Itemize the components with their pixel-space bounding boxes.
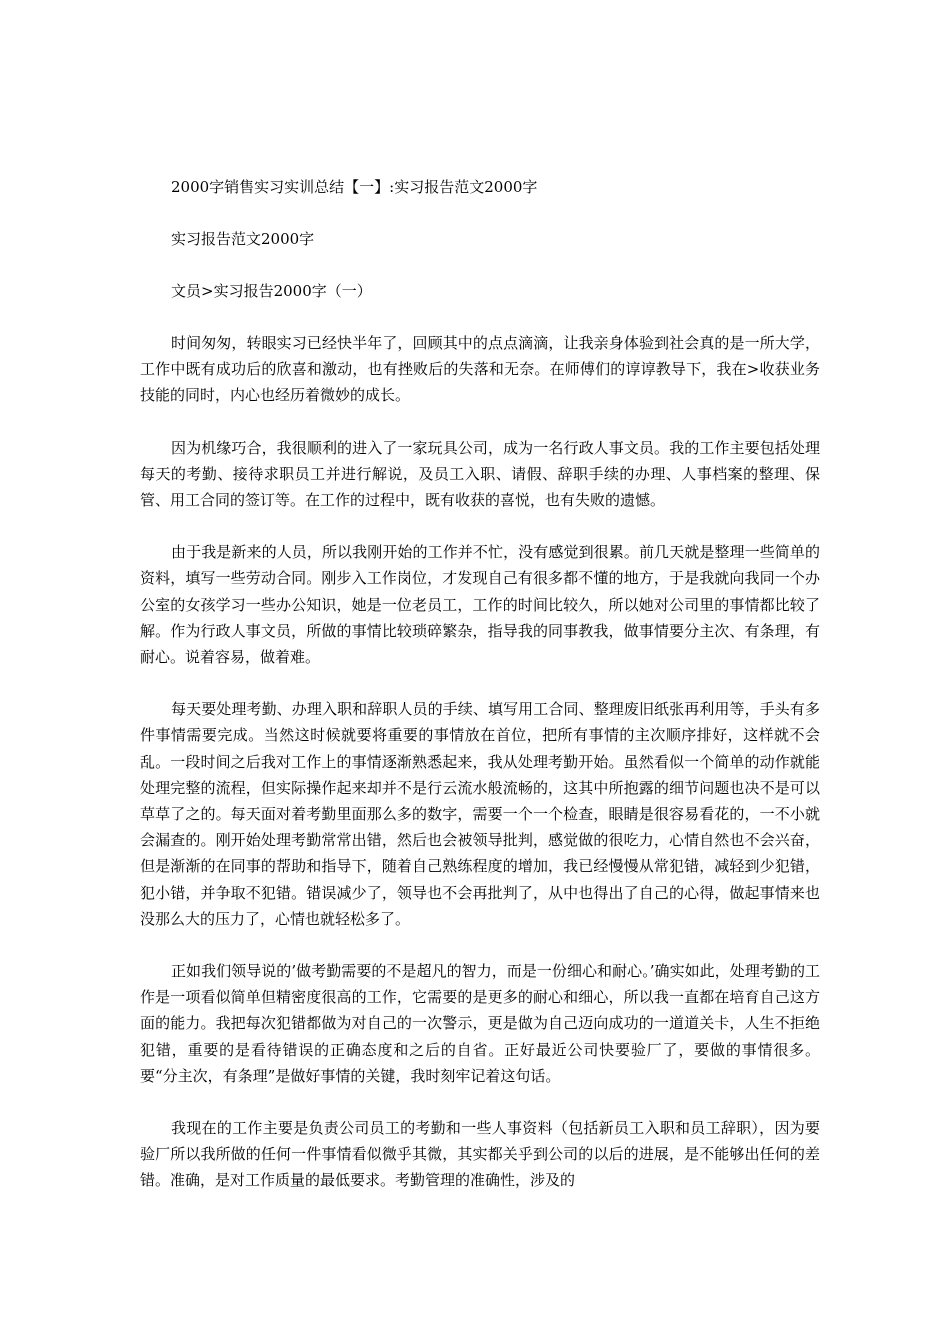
- body-paragraph: 每天要处理考勤、办理入职和辞职人员的手续、填写用工合同、整理废旧纸张再利用等，手头有多件事情需要完成。当然这时候就要将重要的事情放在首位，把所有事情的主次顺序排好，这样就不会乱。一段时间之后我对工作上的事情逐渐熟悉起来，我从处理考勤开始。虽然看似一个简单的动作就能处理完整的流程，但实际操作起来却并不是行云流水般流畅的，这其中所抱露的细节问题也决不是可以草草了之的。每天面对着考勤里面那么多的数字，需要一个一个检查，眼睛是很容易看花的，一不小就会漏查的。刚开始处理考勤常常出错，然后也会被领导批判，感觉做的很吃力，心情自然也不会兴奋，但是渐渐的在同事的帮助和指导下，随着自己熟练程度的增加，我已经慢慢从常犯错，减轻到少犯错，犯小错，并争取不犯错。错误减少了，领导也不会再批判了，从中也得出了自己的心得，做起事情来也没那么大的压力了，心情也就轻松多了。: [140, 700, 820, 928]
- document-category-line: 文员>实习报告2000字（一）: [171, 282, 372, 300]
- body-paragraph: 时间匆匆，转眼实习已经快半年了，回顾其中的点点滴滴，让我亲身体验到社会真的是一所大学，工作中既有成功后的欣喜和激动，也有挫败后的失落和无奈。在师傅们的谆谆教导下，我在>收获业务技能的同时，内心也经历着微妙的成长。: [140, 334, 820, 405]
- document-subtitle: 实习报告范文2000字: [171, 230, 315, 248]
- document-title: 2000字销售实习实训总结【一】:实习报告范文2000字: [171, 178, 538, 196]
- body-paragraph: 我现在的工作主要是负责公司员工的考勤和一些人事资料（包括新员工入职和员工辞职），因为要验厂所以我所做的任何一件事情看似微乎其微，其实都关乎到公司的以后的进展，是不能够出任何的差错。准确，是对工作质量的最低要求。考勤管理的准确性，涉及的: [140, 1119, 820, 1190]
- body-paragraph: 因为机缘巧合，我很顺利的进入了一家玩具公司，成为一名行政人事文员。我的工作主要包括处理每天的考勤、接待求职员工并进行解说，及员工入职、请假、辞职手续的办理、人事档案的整理、保管、用工合同的签订等。在工作的过程中，既有收获的喜悦，也有失败的遗憾。: [140, 438, 820, 510]
- body-paragraph: 由于我是新来的人员，所以我刚开始的工作并不忙，没有感觉到很累。前几天就是整理一些简单的资料，填写一些劳动合同。刚步入工作岗位，才发现自己有很多都不懂的地方，于是我就向我同一个办公室的女孩学习一些办公知识，她是一位老员工，工作的时间比较久，所以她对公司里的事情都比较了解。作为行政人事文员，所做的事情比较琐碎繁杂，指导我的同事教我，做事情要分主次、有条理，有耐心。说着容易，做着难。: [140, 543, 820, 667]
- body-paragraph: 正如我们领导说的’做考勤需要的不是超凡的智力，而是一份细心和耐心。’确实如此，处理考勤的工作是一项看似简单但精密度很高的工作，它需要的是更多的耐心和细心，所以我一直都在培育自己这方面的能力。我把每次犯错都做为对自己的一次警示，更是做为自己迈向成功的一道道关卡，人生不拒绝犯错，重要的是看待错误的正确态度和之后的自省。正好最近公司快要验厂了，要做的事情很多。要“分主次，有条理”是做好事情的关键，我时刻牢记着这句话。: [140, 962, 820, 1085]
- document-page: [140, 174, 820, 1220]
